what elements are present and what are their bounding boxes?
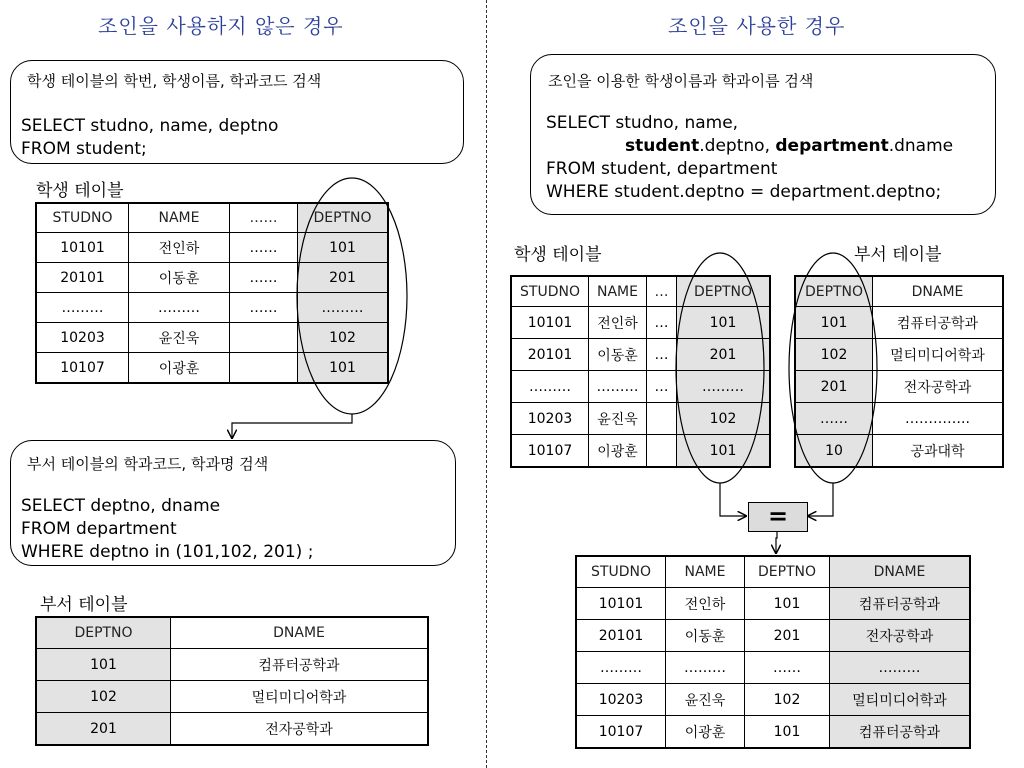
left-heading: 조인을 사용하지 않은 경우 [98,14,344,38]
table-cell: 101 [745,588,830,620]
student-table [36,203,388,383]
table-row [796,339,1003,371]
table-cell: 101 [677,435,770,467]
result-arrow [776,531,777,553]
table-cell [647,435,677,467]
table-cell: 102 [745,684,830,716]
table-row [512,403,770,435]
table-row [37,293,388,323]
table-row [37,681,428,713]
column-header: STUDNO [37,204,129,233]
query-line: FROM student; [21,139,147,159]
table-cell: ……… [577,652,666,684]
table-cell: …… [230,233,298,263]
join-arrow-right [808,483,833,516]
table-row [577,588,970,620]
table-cell [230,323,298,353]
table-row [37,323,388,353]
table-cell: 201 [796,371,873,403]
table-cell: 멀티미디어학과 [830,684,970,716]
table-cell: 컴퓨터공학과 [171,649,428,681]
table-cell: 102 [37,681,171,713]
table-cell: 10101 [37,233,129,263]
student-query-box [10,60,464,164]
join-query-box [530,54,996,215]
equals-box: = [748,502,808,532]
column-header: NAME [666,557,745,588]
table-row [512,435,770,467]
table-cell: 10 [796,435,873,467]
query-line: WHERE deptno in (101,102, 201) ; [21,542,314,562]
table-cell: 10101 [577,588,666,620]
table-cell: 101 [298,233,388,263]
department-query-box [10,440,456,566]
table-cell: 이광훈 [129,353,230,383]
table-cell: 이광훈 [589,435,647,467]
table-cell: 공과대학 [873,435,1003,467]
table-cell: 20101 [577,620,666,652]
table-cell: 102 [298,323,388,353]
table-cell [647,403,677,435]
table-row [37,353,388,383]
table-header-row [37,204,388,233]
table-cell: 전자공학과 [830,620,970,652]
table-row [796,435,1003,467]
table-cell: 101 [677,307,770,339]
table-header-row [512,277,770,307]
table-cell: 10203 [577,684,666,716]
query-line: SELECT deptno, dname [21,496,221,516]
table-cell: ……… [666,652,745,684]
table-cell: 윤진욱 [129,323,230,353]
query-comment: 학생 테이블의 학번, 학생이름, 학과코드 검색 [27,72,322,90]
table-cell: …… [745,652,830,684]
table-cell: …… [230,293,298,323]
join-result-table [576,556,970,748]
join-department-table-label: 부서 테이블 [854,245,942,265]
join-arrow-left [720,483,746,516]
table-cell: 컴퓨터공학과 [873,307,1003,339]
column-header: …… [230,204,298,233]
table-cell: 10107 [512,435,589,467]
table-cell: 전인하 [589,307,647,339]
table-row [37,649,428,681]
column-header: DNAME [171,618,428,649]
table-cell: 20101 [37,263,129,293]
table-cell: 컴퓨터공학과 [830,716,970,748]
column-header: DNAME [830,557,970,588]
table-cell: 101 [37,649,171,681]
query-comment: 부서 테이블의 학과코드, 학과명 검색 [27,455,269,473]
table-cell: 윤진욱 [589,403,647,435]
join-student-table [511,276,770,467]
student-table-label: 학생 테이블 [36,181,124,201]
table-cell: 이동훈 [129,263,230,293]
table-cell: ……… [512,371,589,403]
table-row [577,684,970,716]
table-row [796,371,1003,403]
query-line: FROM student, department [546,159,778,179]
table-cell: 이광훈 [666,716,745,748]
column-header: DEPTNO [37,618,171,649]
table-cell: … [647,371,677,403]
join-department-table [795,276,1003,467]
table-cell: … [647,307,677,339]
table-cell: 10203 [37,323,129,353]
table-cell: 윤진욱 [666,684,745,716]
table-cell: ……… [298,293,388,323]
table-cell: 20101 [512,339,589,371]
table-row [577,620,970,652]
table-cell: 201 [677,339,770,371]
column-header: NAME [129,204,230,233]
table-name-student: student [625,136,700,156]
table-row [37,263,388,293]
table-row [577,716,970,748]
table-cell: 10101 [512,307,589,339]
right-heading: 조인을 사용한 경우 [668,14,846,38]
query-line: SELECT studno, name, deptno [21,116,279,136]
table-cell: 이동훈 [666,620,745,652]
column-header: DEPTNO [796,277,873,307]
column-header: STUDNO [577,557,666,588]
query-line: SELECT studno, name, [546,113,739,133]
table-cell: ……… [37,293,129,323]
join-student-table-label: 학생 테이블 [514,245,602,265]
table-cell: 전자공학과 [873,371,1003,403]
column-header: DNAME [873,277,1003,307]
query-text: .deptno, [699,136,776,156]
table-cell: 101 [298,353,388,383]
table-header-row [577,557,970,588]
table-cell: 102 [677,403,770,435]
table-name-department: department [775,136,889,156]
table-cell: 멀티미디어학과 [171,681,428,713]
table-row [512,307,770,339]
table-cell: ……… [677,371,770,403]
section-divider [486,0,487,768]
table-row [796,403,1003,435]
table-cell: 201 [298,263,388,293]
table-cell: 10107 [37,353,129,383]
table-header-row [796,277,1003,307]
table-row [512,371,770,403]
table-cell: 101 [745,716,830,748]
table-cell: ………….. [873,403,1003,435]
query-line: WHERE student.deptno = department.deptno; [546,182,942,202]
table-cell: … [647,339,677,371]
table-cell: 전인하 [666,588,745,620]
query-comment: 조인을 이용한 학생이름과 학과이름 검색 [548,72,814,90]
table-cell: …… [230,263,298,293]
column-header: NAME [589,277,647,307]
column-header: DEPTNO [298,204,388,233]
query-line [625,136,953,156]
table-cell: 10107 [577,716,666,748]
table-cell: ……… [129,293,230,323]
query-line: FROM department [21,519,177,539]
table-cell: 201 [37,713,171,745]
table-cell: ……… [830,652,970,684]
table-cell: 전자공학과 [171,713,428,745]
table-cell: 멀티미디어학과 [873,339,1003,371]
table-cell: 101 [796,307,873,339]
column-header: … [647,277,677,307]
table-cell [230,353,298,383]
table-cell: 전인하 [129,233,230,263]
table-cell: 이동훈 [589,339,647,371]
flow-arrow [232,414,352,438]
table-header-row [37,618,428,649]
query-text: .dname [888,136,954,156]
table-cell: ……… [589,371,647,403]
table-row [37,233,388,263]
table-cell: 102 [796,339,873,371]
table-row [577,652,970,684]
department-table-label: 부서 테이블 [40,595,128,615]
table-row [37,713,428,745]
table-cell: …… [796,403,873,435]
column-header: STUDNO [512,277,589,307]
column-header: DEPTNO [677,277,770,307]
table-row [512,339,770,371]
table-cell: 201 [745,620,830,652]
table-cell: 컴퓨터공학과 [830,588,970,620]
department-table [36,617,428,745]
table-cell: 10203 [512,403,589,435]
column-header: DEPTNO [745,557,830,588]
table-row [796,307,1003,339]
